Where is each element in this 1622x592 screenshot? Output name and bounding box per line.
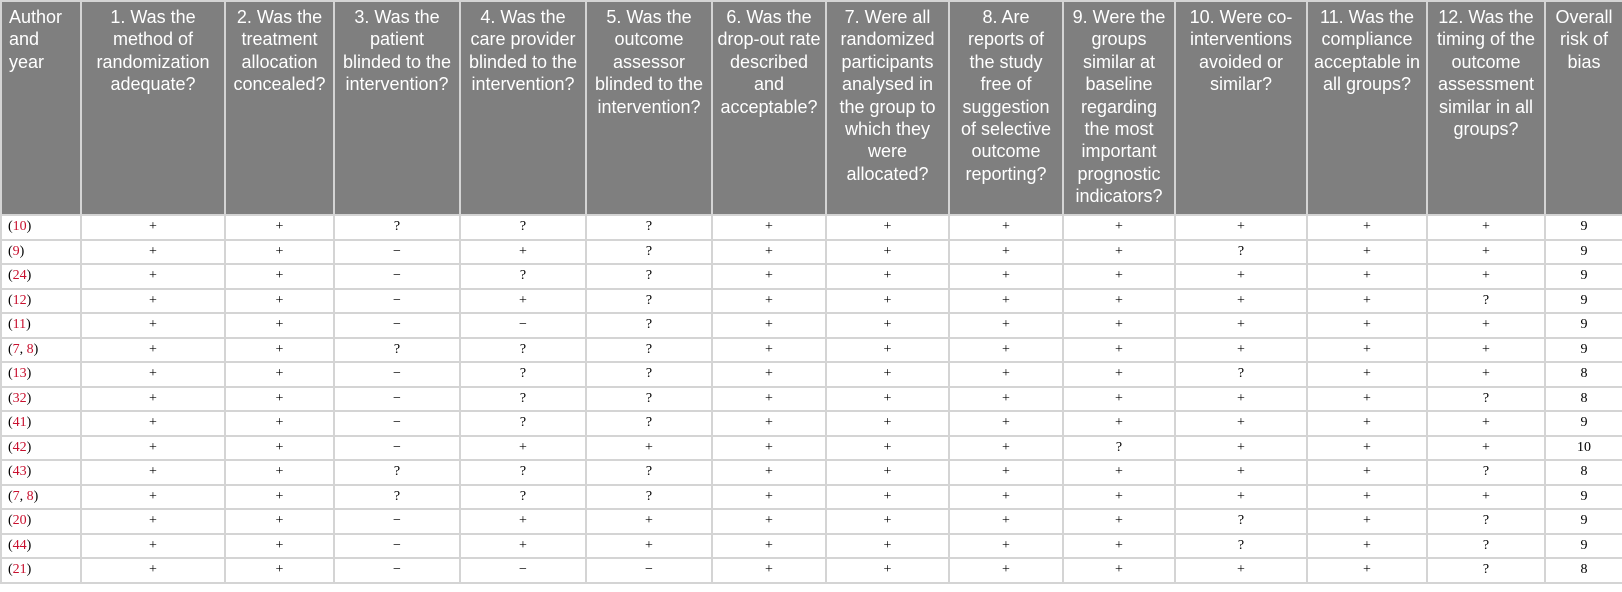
table-row — [1, 215, 1622, 240]
rating-cell: + — [225, 289, 334, 314]
rating-cell: ? — [586, 313, 712, 338]
reference-link[interactable]: 8 — [26, 341, 34, 357]
rating-cell: + — [225, 485, 334, 510]
rating-cell: + — [460, 534, 586, 559]
header-question-3: 3. Was the patient blinded to the intervention? — [334, 1, 460, 215]
rating-cell: + — [1175, 436, 1307, 461]
rating-cell: ? — [586, 240, 712, 265]
rating-cell: + — [826, 215, 949, 240]
author-reference-cell: (42) — [1, 436, 81, 461]
rating-cell: ? — [334, 338, 460, 363]
reference-link[interactable]: 13 — [12, 366, 27, 382]
rating-cell: + — [1063, 387, 1175, 412]
rating-cell: + — [826, 509, 949, 534]
header-question-7: 7. Were all randomized participants analysed in the group to which they were allocated? — [826, 1, 949, 215]
rating-cell: + — [1175, 558, 1307, 583]
rating-cell: + — [1307, 264, 1427, 289]
rating-cell: + — [1175, 387, 1307, 412]
rating-cell: + — [826, 362, 949, 387]
overall-score-cell: 9 — [1545, 509, 1622, 534]
reference-link[interactable]: 32 — [12, 390, 27, 406]
rating-cell: ? — [1427, 558, 1545, 583]
table-row — [1, 240, 1622, 265]
rating-cell: + — [1175, 485, 1307, 510]
reference-link[interactable]: 11 — [12, 317, 27, 333]
rating-cell: ? — [460, 215, 586, 240]
table-row — [1, 338, 1622, 363]
rating-cell: + — [826, 534, 949, 559]
header-question-10: 10. Were co-interventions avoided or similar? — [1175, 1, 1307, 215]
table-row — [1, 411, 1622, 436]
rating-cell: + — [712, 289, 826, 314]
rating-cell: ? — [1427, 289, 1545, 314]
rating-cell: + — [712, 215, 826, 240]
rating-cell: + — [225, 460, 334, 485]
rating-cell: − — [334, 313, 460, 338]
rating-cell: + — [949, 558, 1063, 583]
rating-cell: + — [1307, 387, 1427, 412]
author-reference-cell: (7, 8) — [1, 485, 81, 510]
rating-cell: + — [460, 509, 586, 534]
rating-cell: − — [334, 534, 460, 559]
rating-cell: + — [225, 558, 334, 583]
rating-cell: − — [334, 411, 460, 436]
rating-cell: − — [334, 558, 460, 583]
rating-cell: − — [334, 436, 460, 461]
rating-cell: + — [949, 509, 1063, 534]
author-reference-cell: (43) — [1, 460, 81, 485]
rating-cell: + — [949, 338, 1063, 363]
rating-cell: + — [1307, 313, 1427, 338]
rating-cell: + — [949, 387, 1063, 412]
rating-cell: + — [81, 387, 225, 412]
overall-score-cell: 9 — [1545, 338, 1622, 363]
rating-cell: + — [586, 436, 712, 461]
overall-score-cell: 9 — [1545, 313, 1622, 338]
rating-cell: + — [949, 313, 1063, 338]
rating-cell: + — [1427, 485, 1545, 510]
reference-link[interactable]: 7 — [12, 488, 20, 504]
rating-cell: + — [460, 240, 586, 265]
reference-link[interactable]: 42 — [12, 439, 27, 455]
table-row — [1, 387, 1622, 412]
rating-cell: + — [712, 387, 826, 412]
rating-cell: + — [826, 485, 949, 510]
rating-cell: − — [334, 240, 460, 265]
table-row — [1, 485, 1622, 510]
rating-cell: ? — [460, 387, 586, 412]
rating-cell: + — [1063, 362, 1175, 387]
rating-cell: + — [81, 362, 225, 387]
overall-score-cell: 9 — [1545, 289, 1622, 314]
rating-cell: + — [1307, 289, 1427, 314]
rating-cell: + — [1307, 362, 1427, 387]
rating-cell: ? — [460, 485, 586, 510]
author-reference-cell: (20) — [1, 509, 81, 534]
rating-cell: + — [225, 387, 334, 412]
rating-cell: − — [334, 289, 460, 314]
table-row — [1, 534, 1622, 559]
header-question-8: 8. Are reports of the study free of suggestion of selective outcome reporting? — [949, 1, 1063, 215]
rating-cell: ? — [1063, 436, 1175, 461]
reference-link[interactable]: 44 — [12, 537, 27, 553]
table-row — [1, 362, 1622, 387]
rating-cell: + — [1427, 264, 1545, 289]
rating-cell: ? — [586, 215, 712, 240]
rating-cell: + — [712, 313, 826, 338]
rating-cell: + — [1063, 240, 1175, 265]
rating-cell: + — [81, 240, 225, 265]
author-reference-cell: (9) — [1, 240, 81, 265]
rating-cell: + — [81, 289, 225, 314]
rating-cell: + — [826, 558, 949, 583]
overall-score-cell: 8 — [1545, 387, 1622, 412]
rating-cell: + — [81, 264, 225, 289]
rating-cell: + — [225, 240, 334, 265]
rating-cell: + — [1175, 313, 1307, 338]
rating-cell: + — [1307, 240, 1427, 265]
rating-cell: + — [1063, 338, 1175, 363]
rating-cell: + — [225, 509, 334, 534]
rating-cell: ? — [1175, 509, 1307, 534]
header-question-2: 2. Was the treatment allocation concealed? — [225, 1, 334, 215]
rating-cell: ? — [586, 362, 712, 387]
rating-cell: + — [1063, 411, 1175, 436]
rating-cell: − — [334, 264, 460, 289]
rating-cell: + — [1307, 509, 1427, 534]
author-reference-cell: (44) — [1, 534, 81, 559]
rating-cell: + — [826, 240, 949, 265]
rating-cell: + — [225, 362, 334, 387]
rating-cell: ? — [586, 460, 712, 485]
header-question-4: 4. Was the care provider blinded to the intervention? — [460, 1, 586, 215]
rating-cell: + — [1307, 485, 1427, 510]
rating-cell: ? — [586, 289, 712, 314]
rating-cell: + — [826, 338, 949, 363]
rating-cell: ? — [460, 264, 586, 289]
rating-cell: + — [1063, 534, 1175, 559]
reference-link[interactable]: 9 — [12, 243, 20, 259]
rating-cell: + — [1063, 509, 1175, 534]
rating-cell: ? — [1427, 460, 1545, 485]
rating-cell: ? — [1427, 509, 1545, 534]
header-question-1: 1. Was the method of randomization adequate? — [81, 1, 225, 215]
overall-score-cell: 8 — [1545, 558, 1622, 583]
overall-score-cell: 9 — [1545, 215, 1622, 240]
rating-cell: + — [1063, 485, 1175, 510]
table-header — [1, 1, 1622, 215]
rating-cell: − — [460, 313, 586, 338]
reference-link[interactable]: 24 — [12, 268, 27, 284]
rating-cell: ? — [460, 338, 586, 363]
rating-cell: + — [949, 362, 1063, 387]
rating-cell: + — [712, 534, 826, 559]
overall-score-cell: 10 — [1545, 436, 1622, 461]
rating-cell: + — [1307, 411, 1427, 436]
rating-cell: + — [712, 558, 826, 583]
author-reference-cell: (21) — [1, 558, 81, 583]
rating-cell: + — [712, 411, 826, 436]
rating-cell: + — [81, 411, 225, 436]
rating-cell: + — [1427, 338, 1545, 363]
rating-cell: + — [712, 485, 826, 510]
rating-cell: + — [81, 436, 225, 461]
author-reference-cell: (11) — [1, 313, 81, 338]
reference-link[interactable]: 12 — [12, 292, 27, 308]
header-question-11: 11. Was the compliance acceptable in all groups? — [1307, 1, 1427, 215]
rating-cell: − — [460, 558, 586, 583]
overall-score-cell: 9 — [1545, 411, 1622, 436]
rating-cell: + — [826, 289, 949, 314]
overall-score-cell: 8 — [1545, 460, 1622, 485]
overall-score-cell: 9 — [1545, 264, 1622, 289]
rating-cell: − — [334, 362, 460, 387]
author-reference-cell: (24) — [1, 264, 81, 289]
rating-cell: − — [586, 558, 712, 583]
reference-link[interactable]: 8 — [26, 488, 34, 504]
rating-cell: + — [1175, 411, 1307, 436]
rating-cell: + — [1307, 215, 1427, 240]
rating-cell: + — [81, 338, 225, 363]
rating-cell: ? — [460, 362, 586, 387]
rating-cell: ? — [1427, 534, 1545, 559]
author-reference-cell: (12) — [1, 289, 81, 314]
author-reference-cell: (13) — [1, 362, 81, 387]
reference-link[interactable]: 43 — [12, 464, 27, 480]
rating-cell: + — [1427, 240, 1545, 265]
table-row — [1, 558, 1622, 583]
rating-cell: + — [460, 289, 586, 314]
rating-cell: + — [826, 436, 949, 461]
header-overall-risk: Overall risk of bias — [1545, 1, 1622, 215]
table-row — [1, 436, 1622, 461]
rating-cell: + — [1427, 411, 1545, 436]
rating-cell: + — [712, 338, 826, 363]
header-question-9: 9. Were the groups similar at baseline regarding the most important prognostic indicators? — [1063, 1, 1175, 215]
rating-cell: ? — [586, 411, 712, 436]
rating-cell: + — [1427, 362, 1545, 387]
author-reference-cell: (7, 8) — [1, 338, 81, 363]
rating-cell: ? — [334, 485, 460, 510]
rating-cell: + — [225, 313, 334, 338]
rating-cell: ? — [1175, 362, 1307, 387]
reference-link[interactable]: 41 — [12, 415, 27, 431]
rating-cell: ? — [1427, 387, 1545, 412]
rating-cell: ? — [334, 215, 460, 240]
table-row — [1, 264, 1622, 289]
rating-cell: + — [460, 436, 586, 461]
rating-cell: + — [826, 313, 949, 338]
rating-cell: + — [1427, 313, 1545, 338]
rating-cell: + — [1063, 558, 1175, 583]
table-row — [1, 460, 1622, 485]
rating-cell: + — [1175, 338, 1307, 363]
rating-cell: + — [949, 485, 1063, 510]
rating-cell: + — [1175, 460, 1307, 485]
rating-cell: + — [1063, 313, 1175, 338]
header-author-year: Author and year — [1, 1, 81, 215]
rating-cell: − — [334, 509, 460, 534]
header-question-5: 5. Was the outcome assessor blinded to the intervention? — [586, 1, 712, 215]
rating-cell: + — [949, 411, 1063, 436]
rating-cell: ? — [586, 387, 712, 412]
rating-cell: + — [81, 313, 225, 338]
rating-cell: + — [81, 558, 225, 583]
rating-cell: + — [949, 264, 1063, 289]
author-reference-cell: (10) — [1, 215, 81, 240]
rating-cell: + — [949, 215, 1063, 240]
rating-cell: + — [586, 509, 712, 534]
author-reference-cell: (32) — [1, 387, 81, 412]
rating-cell: ? — [586, 338, 712, 363]
rating-cell: + — [826, 387, 949, 412]
rating-cell: + — [712, 264, 826, 289]
rating-cell: + — [712, 240, 826, 265]
rating-cell: + — [712, 460, 826, 485]
rating-cell: + — [1175, 264, 1307, 289]
overall-score-cell: 9 — [1545, 240, 1622, 265]
rating-cell: ? — [460, 411, 586, 436]
rating-cell: + — [81, 485, 225, 510]
rating-cell: + — [949, 460, 1063, 485]
rating-cell: + — [826, 264, 949, 289]
rating-cell: ? — [586, 264, 712, 289]
rating-cell: + — [1307, 558, 1427, 583]
rating-cell: + — [826, 411, 949, 436]
header-question-12: 12. Was the timing of the outcome assessment similar in all groups? — [1427, 1, 1545, 215]
rating-cell: + — [1307, 460, 1427, 485]
rating-cell: + — [225, 215, 334, 240]
rating-cell: + — [712, 362, 826, 387]
table-row — [1, 313, 1622, 338]
rating-cell: ? — [586, 485, 712, 510]
rating-cell: + — [1063, 215, 1175, 240]
header-row — [1, 1, 1622, 215]
overall-score-cell: 9 — [1545, 485, 1622, 510]
rating-cell: + — [712, 509, 826, 534]
rating-cell: + — [81, 215, 225, 240]
rating-cell: + — [225, 264, 334, 289]
overall-score-cell: 9 — [1545, 534, 1622, 559]
rating-cell: − — [334, 387, 460, 412]
rating-cell: + — [81, 509, 225, 534]
rating-cell: ? — [1175, 534, 1307, 559]
rating-cell: ? — [1175, 240, 1307, 265]
rating-cell: + — [81, 460, 225, 485]
rating-cell: + — [225, 338, 334, 363]
table-row — [1, 509, 1622, 534]
author-reference-cell: (41) — [1, 411, 81, 436]
rating-cell: + — [225, 534, 334, 559]
rating-cell: + — [1063, 264, 1175, 289]
reference-link[interactable]: 20 — [12, 513, 27, 529]
rating-cell: + — [1307, 534, 1427, 559]
rating-cell: + — [1307, 436, 1427, 461]
rating-cell: + — [1063, 460, 1175, 485]
rating-cell: ? — [460, 460, 586, 485]
rating-cell: + — [949, 436, 1063, 461]
rating-cell: + — [1427, 436, 1545, 461]
rating-cell: + — [225, 436, 334, 461]
rating-cell: + — [949, 289, 1063, 314]
rating-cell: + — [949, 240, 1063, 265]
rating-cell: + — [1175, 289, 1307, 314]
reference-link[interactable]: 7 — [12, 341, 20, 357]
header-question-6: 6. Was the drop-out rate described and acceptable? — [712, 1, 826, 215]
rating-cell: + — [826, 460, 949, 485]
rating-cell: + — [712, 436, 826, 461]
rating-cell: + — [1307, 338, 1427, 363]
overall-score-cell: 8 — [1545, 362, 1622, 387]
rating-cell: + — [1427, 215, 1545, 240]
rating-cell: + — [81, 534, 225, 559]
reference-link[interactable]: 21 — [12, 562, 27, 578]
table-body — [1, 215, 1622, 583]
rating-cell: ? — [334, 460, 460, 485]
rating-cell: + — [1175, 215, 1307, 240]
table-row — [1, 289, 1622, 314]
rating-cell: + — [949, 534, 1063, 559]
rating-cell: + — [1063, 289, 1175, 314]
rating-cell: + — [225, 411, 334, 436]
reference-link[interactable]: 10 — [12, 219, 27, 235]
rating-cell: + — [586, 534, 712, 559]
